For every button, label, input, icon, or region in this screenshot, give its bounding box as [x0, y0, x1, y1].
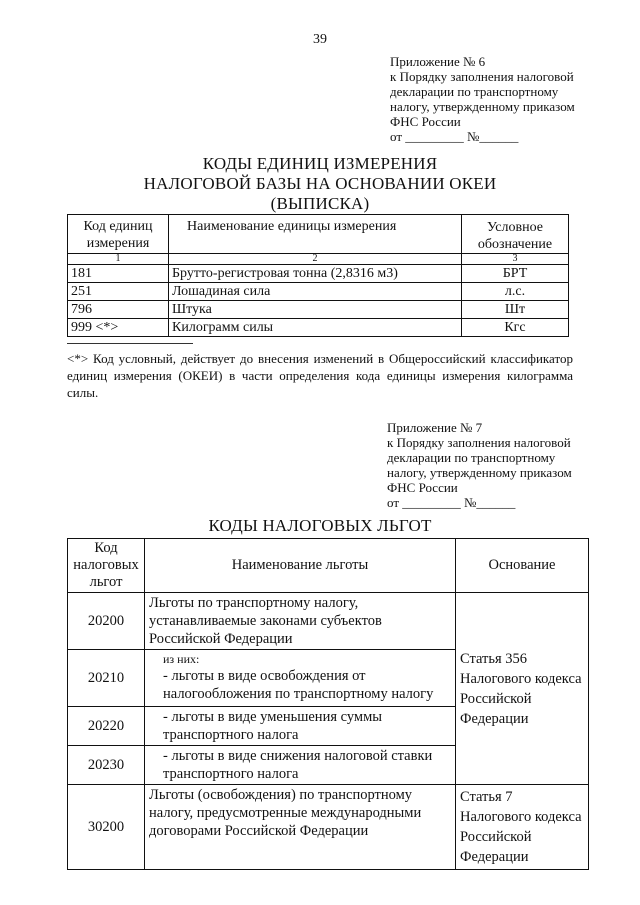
benefit-name: - льготы в виде уменьшения суммы транспортного налога — [145, 707, 456, 746]
appendix-7-line: Приложение № 7 — [387, 420, 483, 435]
appendix-6-line: Приложение № 6 — [390, 54, 486, 69]
benefits-header-code: Код налоговых льгот — [68, 539, 145, 593]
unit-symbol: Кгс — [462, 319, 569, 337]
benefit-basis: Статья 7 Налогового кодекса Российской Федерации — [456, 785, 589, 870]
unit-code: 999 <*> — [68, 319, 169, 337]
units-col-number: 3 — [462, 254, 569, 265]
table-row — [68, 785, 589, 870]
unit-symbol: Шт — [462, 301, 569, 319]
appendix-7-line: от _________ №______ — [387, 495, 516, 510]
unit-code: 251 — [68, 283, 169, 301]
benefit-prefix: из них: — [163, 652, 200, 666]
benefit-basis: Статья 356 Налогового кодекса Российской Федерации — [456, 593, 589, 785]
benefit-name: Льготы (освобождения) по транспортному налогу, предусмотренные международными договорами Российской Федерации — [145, 785, 456, 870]
benefits-table — [67, 538, 589, 870]
table-row — [68, 319, 569, 337]
unit-name: Брутто-регистровая тонна (2,8316 м3) — [169, 265, 462, 283]
units-header-name: Наименование единицы измерения — [169, 215, 462, 254]
units-number-row — [68, 254, 569, 265]
benefit-code: 20200 — [68, 593, 145, 650]
unit-name: Лошадиная сила — [169, 283, 462, 301]
units-header-symbol: Условное обозначение — [462, 215, 569, 254]
units-title — [0, 154, 640, 214]
benefits-header-basis: Основание — [456, 539, 589, 593]
units-title-line: (ВЫПИСКА) — [270, 194, 370, 213]
appendix-6-line: от _________ №______ — [390, 129, 519, 144]
benefit-name: - льготы в виде снижения налоговой ставки транспортного налога — [145, 746, 456, 785]
benefit-code: 20210 — [68, 650, 145, 707]
appendix-6-line: к Порядку заполнения налоговой — [390, 69, 574, 84]
appendix-6-header — [390, 54, 575, 144]
unit-symbol: л.с. — [462, 283, 569, 301]
appendix-7-line: налогу, утвержденному приказом — [387, 465, 572, 480]
units-col-number: 1 — [68, 254, 169, 265]
table-row — [68, 265, 569, 283]
appendix-7-header — [387, 420, 572, 510]
unit-code: 181 — [68, 265, 169, 283]
page-number: 39 — [313, 32, 327, 47]
benefit-name: Льготы по транспортному налогу, устанавливаемые законами субъектов Российской Федерации — [145, 593, 456, 650]
table-row — [68, 301, 569, 319]
footnote-divider — [67, 343, 193, 344]
appendix-7-line: к Порядку заполнения налоговой — [387, 435, 571, 450]
benefits-title: КОДЫ НАЛОГОВЫХ ЛЬГОТ — [208, 516, 432, 535]
units-title-line: КОДЫ ЕДИНИЦ ИЗМЕРЕНИЯ — [202, 154, 438, 173]
footnote: <*> Код условный, действует до внесения изменений в Общероссийский классификатор единиц измерения (ОКЕИ) в части определения кода единицы измерения килограмма силы. — [67, 351, 573, 400]
appendix-7-line: декларации по транспортному — [387, 450, 556, 465]
appendix-6-line: налогу, утвержденному приказом — [390, 99, 575, 114]
units-header-code: Код единиц измерения — [68, 215, 169, 254]
benefits-header-name: Наименование льготы — [145, 539, 456, 593]
units-table — [67, 214, 569, 337]
benefit-code: 20230 — [68, 746, 145, 785]
benefit-code: 20220 — [68, 707, 145, 746]
appendix-7-line: ФНС России — [387, 480, 458, 495]
benefit-code: 30200 — [68, 785, 145, 870]
unit-name: Килограмм силы — [169, 319, 462, 337]
table-row — [68, 593, 589, 650]
benefit-name-cell — [145, 650, 456, 707]
units-col-number: 2 — [169, 254, 462, 265]
unit-name: Штука — [169, 301, 462, 319]
unit-symbol: БРТ — [462, 265, 569, 283]
table-row — [68, 283, 569, 301]
appendix-6-line: ФНС России — [390, 114, 461, 129]
unit-code: 796 — [68, 301, 169, 319]
appendix-6-line: декларации по транспортному — [390, 84, 559, 99]
benefit-name: - льготы в виде освобождения от налогообложения по транспортному налогу — [163, 668, 434, 702]
units-title-line: НАЛОГОВОЙ БАЗЫ НА ОСНОВАНИИ ОКЕИ — [143, 174, 497, 193]
